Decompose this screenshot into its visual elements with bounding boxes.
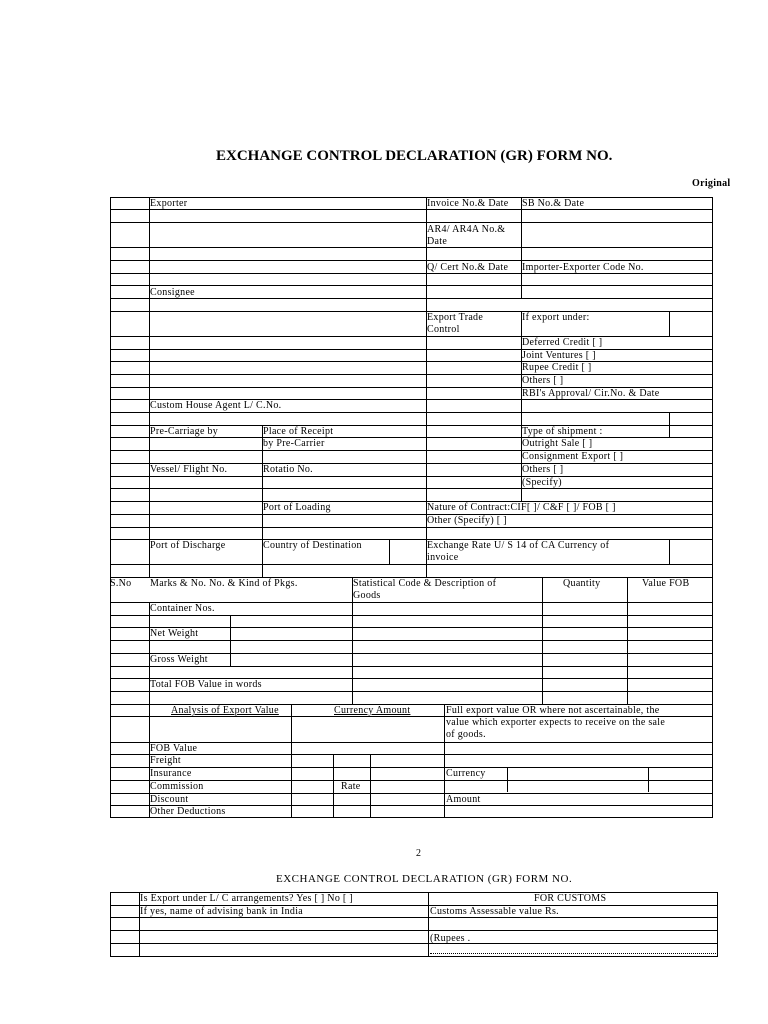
ar4-label-line2: Date <box>427 236 448 247</box>
country-destination-label: Country of Destination <box>263 540 362 551</box>
others-option-1: Others [ ] <box>522 375 564 386</box>
page-number: 2 <box>416 848 422 859</box>
exchange-rate-line2: invoice <box>427 552 459 563</box>
gross-weight-label: Gross Weight <box>150 654 208 665</box>
port-loading-label: Port of Loading <box>263 502 331 513</box>
consignment-export-option: Consignment Export [ ] <box>522 451 624 462</box>
copy-label: Original <box>692 178 731 189</box>
total-fob-words-label: Total FOB Value in words <box>150 679 262 690</box>
joint-ventures-option: Joint Ventures [ ] <box>522 350 596 361</box>
specify-label: (Specify) <box>522 477 562 488</box>
place-receipt-line1: Place of Receipt <box>263 426 334 437</box>
assessable-value-label: Customs Assessable value Rs. <box>430 906 559 917</box>
outright-sale-option: Outright Sale [ ] <box>522 438 593 449</box>
sno-header: S.No <box>110 578 132 589</box>
page2-title: EXCHANGE CONTROL DECLARATION (GR) FORM NO. <box>276 873 573 885</box>
form-title: EXCHANGE CONTROL DECLARATION (GR) FORM NO. <box>216 148 613 164</box>
other-specify-label: Other (Specify) [ ] <box>427 515 507 526</box>
type-of-shipment-label: Type of shipment : <box>522 426 603 437</box>
full-export-line3: of goods. <box>446 729 486 740</box>
pre-carriage-label: Pre-Carriage by <box>150 426 219 437</box>
lc-question-label: Is Export under L/ C arrangements? Yes [ ] No [ ] <box>140 893 353 904</box>
rate-label: Rate <box>341 781 361 792</box>
discount-label: Discount <box>150 794 189 805</box>
vessel-flight-label: Vessel/ Flight No. <box>150 464 228 475</box>
marks-header: Marks & No. No. & Kind of Pkgs. <box>150 578 298 589</box>
quantity-header: Quantity <box>563 578 601 589</box>
currency-amount-label: Currency Amount <box>334 705 411 716</box>
analysis-export-value-label: Analysis of Export Value <box>171 705 279 716</box>
other-deductions-label: Other Deductions <box>150 806 226 817</box>
currency-label: Currency <box>446 768 486 779</box>
rupee-credit-option: Rupee Credit [ ] <box>522 362 592 373</box>
for-customs-label: FOR CUSTOMS <box>534 893 607 904</box>
sb-no-date-label: SB No.& Date <box>522 198 585 209</box>
exporter-label: Exporter <box>150 198 188 209</box>
stat-code-header-line1: Statistical Code & Description of <box>353 578 497 589</box>
advising-bank-label: If yes, name of advising bank in India <box>140 906 304 917</box>
cha-label: Custom House Agent L/ C.No. <box>150 400 282 411</box>
place-receipt-line2: by Pre-Carrier <box>263 438 325 449</box>
stat-code-header-line2: Goods <box>353 590 381 601</box>
rotatio-no-label: Rotatio No. <box>263 464 313 475</box>
net-weight-label: Net Weight <box>150 628 199 639</box>
container-nos-label: Container Nos. <box>150 603 215 614</box>
ar4-label-line1: AR4/ AR4A No.& <box>427 224 506 235</box>
amount-label: Amount <box>446 794 481 805</box>
full-export-line2: value which exporter expects to receive on the sale <box>446 717 666 728</box>
freight-label: Freight <box>150 755 181 766</box>
consignee-label: Consignee <box>150 287 195 298</box>
iec-no-label: Importer-Exporter Code No. <box>522 262 644 273</box>
port-discharge-label: Port of Discharge <box>150 540 226 551</box>
full-export-line1: Full export value OR where not ascertainable, the <box>446 705 660 716</box>
deferred-credit-option: Deferred Credit [ ] <box>522 337 603 348</box>
insurance-label: Insurance <box>150 768 192 779</box>
commission-label: Commission <box>150 781 204 792</box>
fob-value-label: FOB Value <box>150 743 198 754</box>
others-option-2: Others [ ] <box>522 464 564 475</box>
export-trade-control-line2: Control <box>427 324 460 335</box>
nature-contract-label: Nature of Contract:CIF[ ]/ C&F [ ]/ FOB [ ] <box>427 502 616 513</box>
export-trade-control-line1: Export Trade <box>427 312 484 323</box>
rupees-label: (Rupees . <box>430 933 471 944</box>
value-fob-header: Value FOB <box>642 578 690 589</box>
invoice-no-date-label: Invoice No.& Date <box>427 198 509 209</box>
if-export-under-label: If export under: <box>522 312 590 323</box>
exchange-rate-line1: Exchange Rate U/ S 14 of CA Currency of <box>427 540 610 551</box>
q-cert-label: Q/ Cert No.& Date <box>427 262 509 273</box>
rbi-approval-label: RBI's Approval/ Cir.No. & Date <box>522 388 660 399</box>
